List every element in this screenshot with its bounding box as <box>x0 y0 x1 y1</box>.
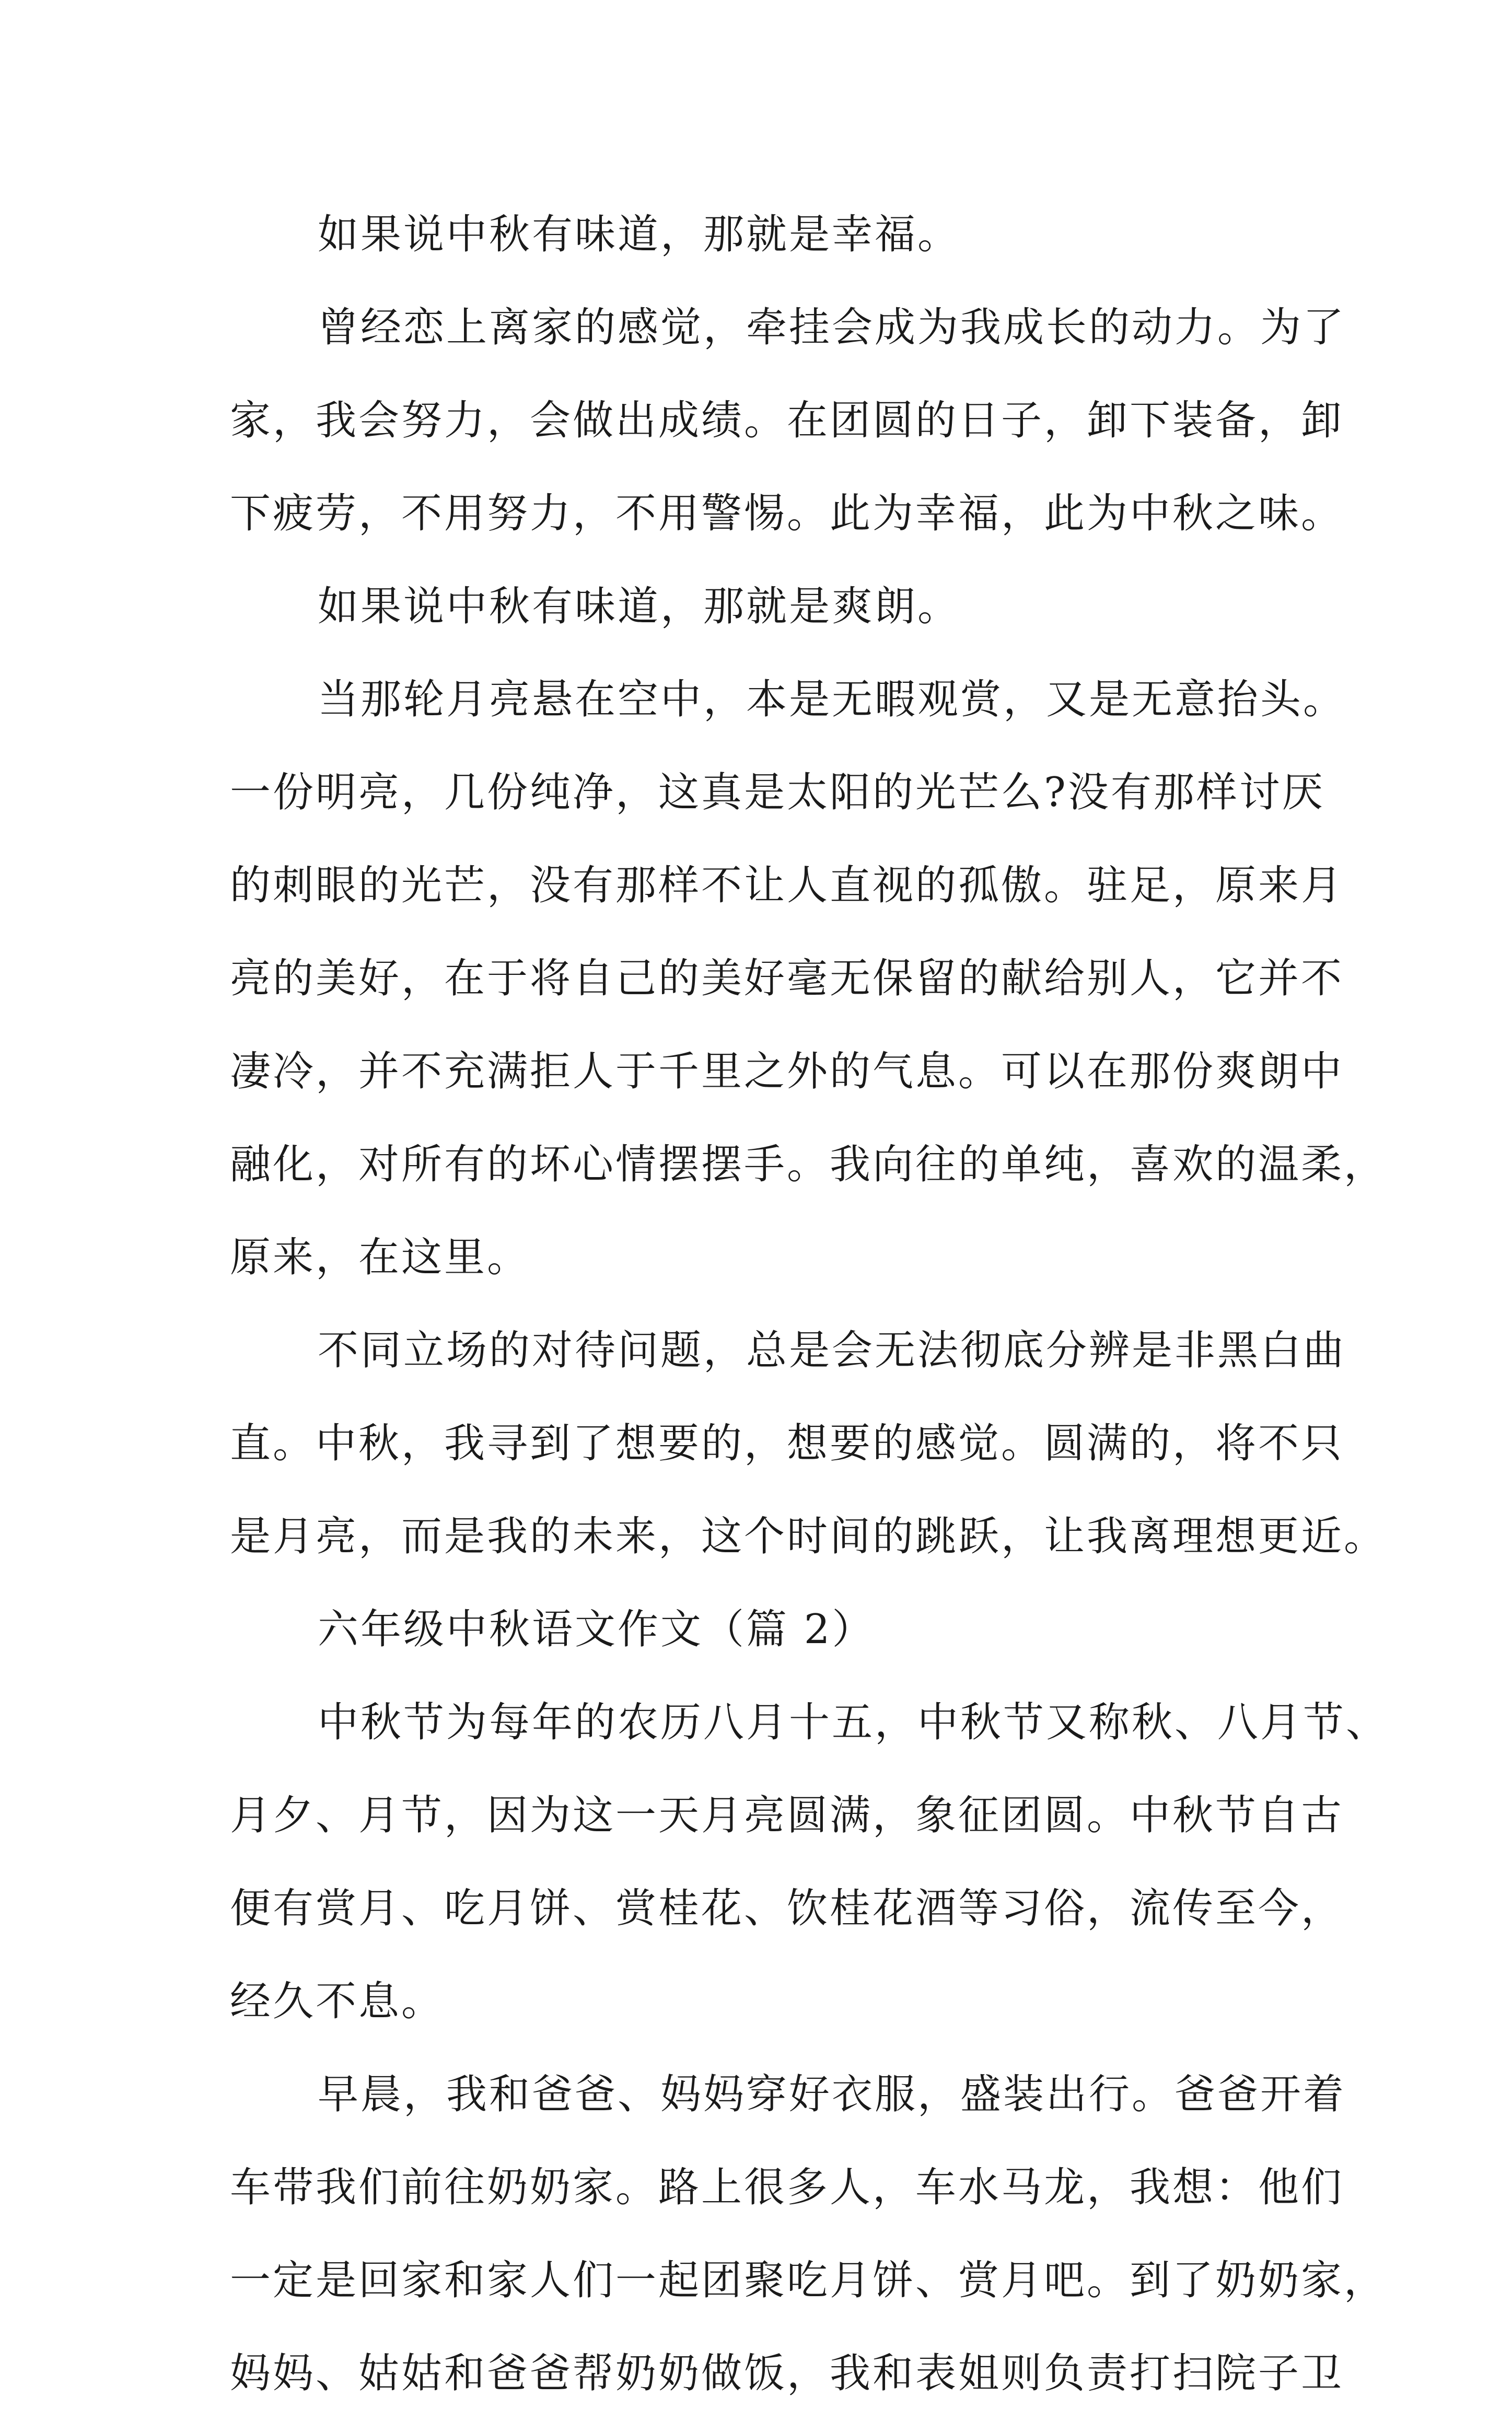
text-line: 一份明亮，几份纯净，这真是太阳的光芒么?没有那样讨厌 <box>230 769 1325 816</box>
text-line: 曾经恋上离家的感觉，牵挂会成为我成长的动力。为了 <box>318 304 1346 351</box>
text-line: 家，我会努力，会做出成绩。在团圆的日子，卸下装备，卸 <box>230 397 1344 444</box>
text-line: 是月亮，而是我的未来，这个时间的跳跃，让我离理想更近。 <box>230 1513 1387 1560</box>
text-line: 如果说中秋有味道，那就是幸福。 <box>318 211 961 258</box>
document-body <box>230 188 1389 2420</box>
text-line: 一定是回家和家人们一起团聚吃月饼、赏月吧。到了奶奶家， <box>230 2257 1387 2304</box>
text-line: 原来，在这里。 <box>230 1234 530 1281</box>
text-line: 月夕、月节，因为这一天月亮圆满，象征团圆。中秋节自古 <box>230 1792 1344 1839</box>
text-line: 经久不息。 <box>230 1978 445 2025</box>
text-line: 便有赏月、吃月饼、赏桂花、饮桂花酒等习俗，流传至今， <box>230 1885 1344 1932</box>
text-line: 凄冷，并不充满拒人于千里之外的气息。可以在那份爽朗中 <box>230 1048 1344 1095</box>
text-line: 直。中秋，我寻到了想要的，想要的感觉。圆满的，将不只 <box>230 1420 1344 1467</box>
section-heading: 六年级中秋语文作文（篇 2） <box>318 1606 875 1653</box>
text-line: 的刺眼的光芒，没有那样不让人直视的孤傲。驻足，原来月 <box>230 862 1344 909</box>
text-line: 融化，对所有的坏心情摆摆手。我向往的单纯，喜欢的温柔， <box>230 1141 1387 1188</box>
text-line: 下疲劳，不用努力，不用警惕。此为幸福，此为中秋之味。 <box>230 490 1344 537</box>
text-line: 妈妈、姑姑和爸爸帮奶奶做饭，我和表姐则负责打扫院子卫 <box>230 2350 1344 2397</box>
text-line: 亮的美好，在于将自己的美好毫无保留的献给别人，它并不 <box>230 955 1344 1002</box>
text-line: 中秋节为每年的农历八月十五，中秋节又称秋、八月节、 <box>318 1699 1389 1746</box>
text-line: 不同立场的对待问题，总是会无法彻底分辨是非黑白曲 <box>318 1327 1346 1374</box>
text-line: 车带我们前往奶奶家。路上很多人，车水马龙，我想：他们 <box>230 2164 1344 2211</box>
text-line: 如果说中秋有味道，那就是爽朗。 <box>318 583 961 630</box>
text-line: 早晨，我和爸爸、妈妈穿好衣服，盛装出行。爸爸开着 <box>318 2071 1346 2118</box>
text-line: 当那轮月亮悬在空中，本是无暇观赏，又是无意抬头。 <box>318 676 1346 723</box>
